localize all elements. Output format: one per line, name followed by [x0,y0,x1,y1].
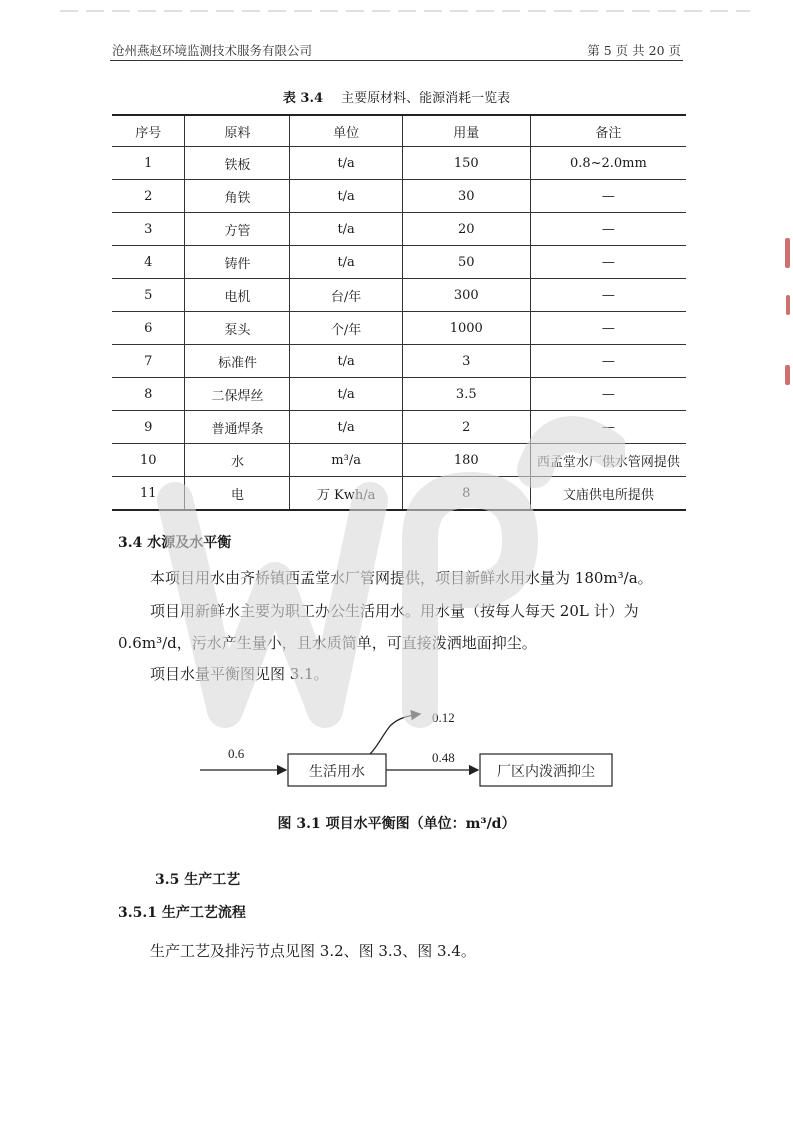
cell-unit: t/a [290,378,402,411]
cell-remark: — [530,312,686,345]
scan-bleed-through [60,6,750,18]
cell-remark: — [530,279,686,312]
table-header-row [112,115,686,147]
cell-unit: t/a [290,411,402,444]
table-number: 表 3.4 [282,91,324,106]
cell-index: 9 [112,411,185,444]
cell-amount: 150 [402,147,530,180]
cell-index: 7 [112,345,185,378]
table-row [112,444,686,477]
cell-amount: 20 [402,213,530,246]
table-row [112,477,686,511]
cell-index: 8 [112,378,185,411]
paragraph-water-source: 本项目用水由齐桥镇西孟堂水厂管网提供，项目新鲜水用水量为 180m³/a。 [150,569,653,587]
scan-mark [785,238,790,268]
col-header-remark: 备注 [530,115,686,147]
cell-index: 1 [112,147,185,180]
cell-material: 水 [185,444,290,477]
table-row [112,279,686,312]
col-header-unit: 单位 [290,115,402,147]
cell-material: 电 [185,477,290,511]
cell-index: 10 [112,444,185,477]
cell-remark: — [530,345,686,378]
paragraph-water-usage-line2: 0.6m³/d，污水产生量小，且水质简单，可直接泼洒地面抑尘。 [118,634,537,652]
scan-mark [785,365,790,385]
input-value-label: 0.6 [228,746,245,761]
cell-amount: 30 [402,180,530,213]
cell-unit: t/a [290,180,402,213]
materials-table [112,114,686,511]
water-balance-diagram [190,700,630,810]
paragraph-process-reference: 生产工艺及排污节点见图 3.2、图 3.3、图 3.4。 [150,942,476,960]
table-caption [0,87,793,106]
cell-index: 4 [112,246,185,279]
cell-amount: 50 [402,246,530,279]
loss-value-label: 0.12 [432,710,455,725]
cell-amount: 8 [402,477,530,511]
cell-amount: 2 [402,411,530,444]
cell-material: 普通焊条 [185,411,290,444]
cell-material: 电机 [185,279,290,312]
cell-amount: 1000 [402,312,530,345]
cell-unit: t/a [290,147,402,180]
header-company: 沧州燕赵环境监测技术服务有限公司 [112,43,313,58]
cell-amount: 3 [402,345,530,378]
section-heading-3-5-1: 3.5.1 生产工艺流程 [118,905,246,921]
cell-material: 泵头 [185,312,290,345]
col-header-index: 序号 [112,115,185,147]
cell-material: 角铁 [185,180,290,213]
box-domestic-water-label: 生活用水 [309,765,365,780]
table-row [112,312,686,345]
cell-material: 二保焊丝 [185,378,290,411]
paragraph-figure-reference: 项目水量平衡图见图 3.1。 [150,665,329,683]
cell-remark: — [530,378,686,411]
table-row [112,147,686,180]
cell-remark: — [530,180,686,213]
loss-arrow [370,714,420,754]
cell-remark: 西孟堂水厂供水管网提供 [530,444,686,477]
table-row [112,345,686,378]
cell-index: 6 [112,312,185,345]
cell-remark: 文庙供电所提供 [530,477,686,511]
cell-remark: — [530,246,686,279]
cell-index: 5 [112,279,185,312]
cell-unit: 万 Kwh/a [290,477,402,511]
cell-amount: 3.5 [402,378,530,411]
table-row [112,213,686,246]
table-row [112,180,686,213]
cell-unit: t/a [290,345,402,378]
header-rule [110,60,683,61]
table-row [112,246,686,279]
table-row [112,411,686,444]
cell-unit: 台/年 [290,279,402,312]
scan-mark [786,295,790,315]
section-heading-3-4: 3.4 水源及水平衡 [118,535,232,551]
cell-material: 铁板 [185,147,290,180]
cell-material: 标准件 [185,345,290,378]
table-row [112,378,686,411]
cell-unit: t/a [290,213,402,246]
cell-remark: 0.8~2.0mm [530,147,686,180]
col-header-amount: 用量 [402,115,530,147]
cell-index: 3 [112,213,185,246]
cell-remark: — [530,213,686,246]
cell-index: 11 [112,477,185,511]
box-dust-suppression-label: 厂区内泼洒抑尘 [497,765,595,780]
cell-unit: 个/年 [290,312,402,345]
cell-remark: — [530,411,686,444]
paragraph-water-usage-line1: 项目用新鲜水主要为职工办公生活用水。用水量（按每人每天 20L 计）为 [150,602,639,620]
table-title: 主要原材料、能源消耗一览表 [341,91,511,106]
cell-unit: m³/a [290,444,402,477]
output-value-label: 0.48 [432,750,455,765]
cell-material: 方管 [185,213,290,246]
figure-caption: 图 3.1 项目水平衡图（单位：m³/d） [277,816,516,832]
cell-index: 2 [112,180,185,213]
col-header-material: 原料 [185,115,290,147]
section-heading-3-5: 3.5 生产工艺 [155,872,241,888]
cell-unit: t/a [290,246,402,279]
cell-amount: 300 [402,279,530,312]
cell-material: 铸件 [185,246,290,279]
cell-amount: 180 [402,444,530,477]
header-page-info: 第 5 页 共 20 页 [587,43,681,58]
